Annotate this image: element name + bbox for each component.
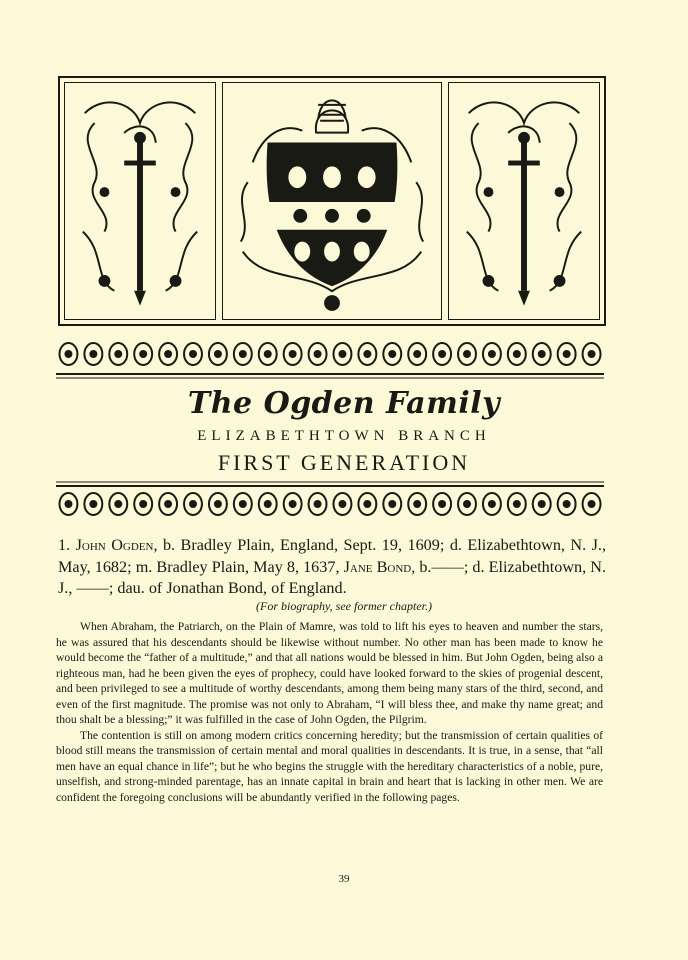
sword-scroll-ornament-icon <box>449 83 599 319</box>
wreath-center-dot <box>115 351 121 357</box>
wreath-center-dot <box>489 351 495 357</box>
wreath-center-dot <box>414 351 420 357</box>
entry-spouse: Jane Bond <box>343 557 412 576</box>
wreath-center-dot <box>90 501 96 507</box>
wreath-center-dot <box>539 501 545 507</box>
body-text <box>56 619 603 805</box>
wreath-center-dot <box>564 501 570 507</box>
wreath-center-dot <box>290 351 296 357</box>
wreath-center-dot <box>364 351 370 357</box>
wreath-center-dot <box>464 351 470 357</box>
wreath-center-dot <box>240 501 246 507</box>
page-number: 39 <box>338 873 350 885</box>
wreath-center-dot <box>165 501 171 507</box>
wreath-center-dot <box>439 351 445 357</box>
wreath-center-dot <box>489 501 495 507</box>
wreath-center-dot <box>389 351 395 357</box>
biography-note: (For biography, see former chapter.) <box>256 599 432 613</box>
wreath-center-dot <box>364 501 370 507</box>
wreath-center-dot <box>265 351 271 357</box>
wreath-center-dot <box>514 351 520 357</box>
knight-helmet-icon <box>316 110 348 132</box>
page-title: The Ogden Family <box>187 386 501 421</box>
wreath-center-dot <box>589 351 595 357</box>
wreath-border-top <box>56 334 604 380</box>
coat-of-arms-shield-icon <box>223 83 441 319</box>
wreath-center-dot <box>589 501 595 507</box>
wreath-center-dot <box>65 351 71 357</box>
entry-text-2: , b.——; d. Elizabethtown, N. J., ——; dau. of Jonathan Bond, of England. <box>58 557 607 597</box>
entry-text-1: , b. Bradley Plain, England, Sept. 19, 1609; d. Elizabethtown, N. J., May, 1682; m. Bradley Plain, May 8, 1637, <box>58 536 607 576</box>
wreath-center-dot <box>315 351 321 357</box>
branch-subtitle: ELIZABETHTOWN BRANCH <box>197 428 491 444</box>
wreath-center-dot <box>115 501 121 507</box>
wreath-center-dot <box>464 501 470 507</box>
left-sword-panel <box>64 82 216 320</box>
sword-scroll-ornament-icon <box>65 83 215 319</box>
wreath-center-dot <box>514 501 520 507</box>
wreath-center-dot <box>539 351 545 357</box>
wreath-center-dot <box>190 501 196 507</box>
entry-number: 1. <box>58 536 71 554</box>
wreath-border-icon <box>56 480 604 526</box>
wreath-center-dot <box>240 351 246 357</box>
wreath-center-dot <box>315 501 321 507</box>
wreath-center-dot <box>215 351 221 357</box>
wreath-center-dot <box>265 501 271 507</box>
wreath-center-dot <box>190 351 196 357</box>
header-ornament-frame <box>58 76 606 326</box>
right-sword-panel <box>448 82 600 320</box>
wreath-center-dot <box>439 501 445 507</box>
entry-name: John Ogden <box>75 536 154 554</box>
wreath-center-dot <box>215 501 221 507</box>
wreath-center-dot <box>414 501 420 507</box>
wreath-border-icon <box>56 334 604 380</box>
center-crest-panel <box>222 82 442 320</box>
wreath-center-dot <box>65 501 71 507</box>
generation-heading: FIRST GENERATION <box>217 450 471 475</box>
paragraph: The contention is still on among modern critics concerning heredity; but the transmission of certain qualities of blood still means the transmission of certain mental and moral qualities in descendants. It is true, in a sense, that “all men have an equal chance in life”; but he who begins the struggle with the hereditary characteristics of a noble, pure, unselfish, and strong-minded parentage, has an innate capital in brain and heart that is lacking in other men. We are confident the foregoing conclusions will be abundantly verified in the following pages. <box>56 728 603 804</box>
wreath-center-dot <box>339 351 345 357</box>
wreath-center-dot <box>290 501 296 507</box>
paragraph: When Abraham, the Patriarch, on the Plain of Mamre, was told to lift his eyes to heaven and number the stars, he was assured that his descendants should be likewise without number. No other man has been made to know he would become the “father of a multitude,” and that all nations would be blessed in him. But John Ogden, being also a righteous man, had he been given the eyes of prophecy, could have looked forward to the skies of progenial descent, and been privileged to see a multitude of worthy descendants, among them being many stars of the third, second, and even of the first magnitude. The promise was not only to Abraham, “I will bless thee, and make thy name great; and thou shalt be a blessing;” it was fulfilled in the case of John Ogden, the Pilgrim. <box>56 620 603 726</box>
wreath-center-dot <box>389 501 395 507</box>
genealogy-entry <box>58 535 606 600</box>
wreath-center-dot <box>165 351 171 357</box>
wreath-center-dot <box>564 351 570 357</box>
wreath-center-dot <box>339 501 345 507</box>
wreath-center-dot <box>140 351 146 357</box>
wreath-border-bottom <box>56 480 604 526</box>
wreath-center-dot <box>140 501 146 507</box>
wreath-center-dot <box>90 351 96 357</box>
